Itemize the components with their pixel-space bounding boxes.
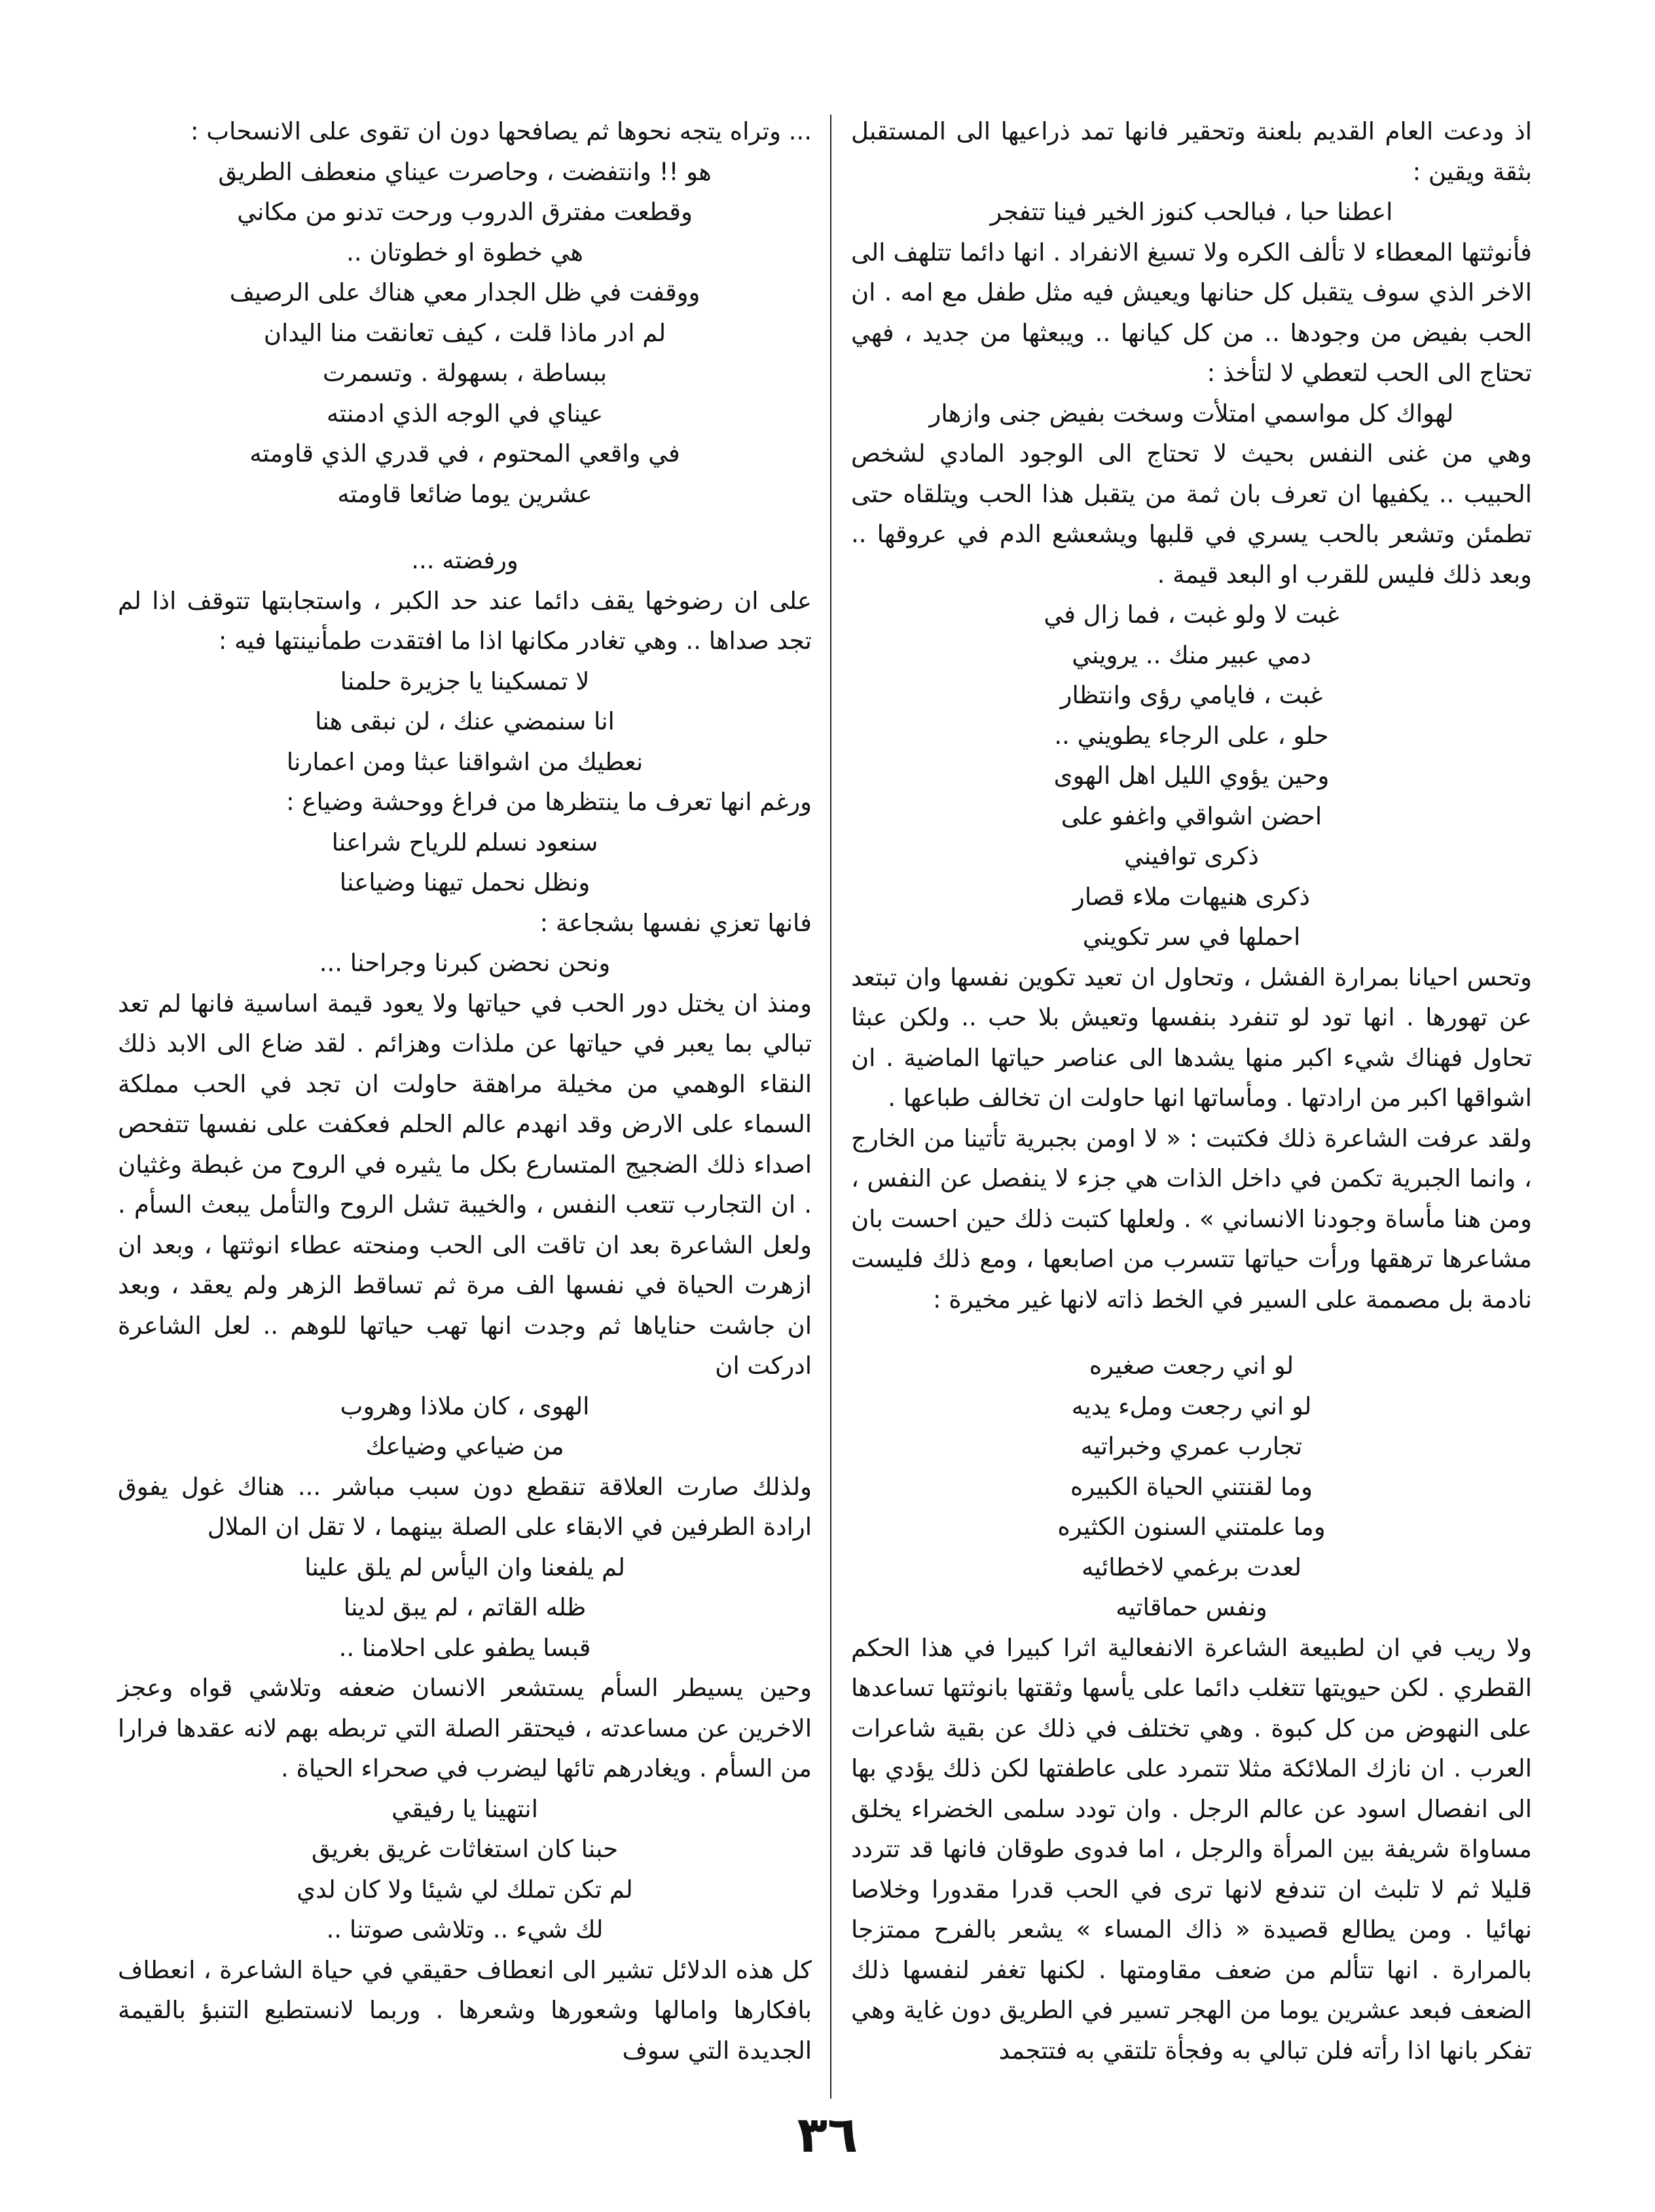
paragraph: ولذلك صارت العلاقة تنقطع دون سبب مباشر ... هناك غول يفوق ارادة الطرفين في الابقاء على الصلة بينهما ، لا تقل ان الملال <box>118 1472 812 1541</box>
paragraph: ومنذ ان يختل دور الحب في حياتها ولا يعود قيمة اساسية فانها لم تعد تبالي بما يعبر في حياتها عن ملذات وهزائم . لقد ضاع الى الابد ذلك النقاء الوهمي من مخيلة مراهقة حاولت ان تجد في الحب مملكة السماء على الارض وقد انهدم عالم الحلم فعكفت على نفسها تتفحص اصداء ذلك الضجيج المتسارع بكل ما يثيره في الروح من غبطة وغثيان . ان التجارب تتعب النفس ، والخيبة تشل الروح والتأمل يبعث السأم . ولعل الشاعرة بعد ان تاقت الى الحب ومنحته عطاء انوثتها ، وبعد ان ازهرت الحياة في نفسها الف مرة ثم تساقط الزهر ولم يعقد ، وبعد ان جاشت حناياها ثم وجدت انها تهب حياتها للوهم .. لعل الشاعرة ادركت ان <box>118 989 812 1380</box>
verse-line: حبنا كان استغاثات غريق بغريق <box>311 1835 619 1863</box>
verse-line: دمي عبير منك .. يرويني <box>1072 640 1311 669</box>
verse-line: ذكرى توافيني <box>1124 842 1259 870</box>
verse-line: غبت لا ولو غبت ، فما زال في <box>1044 600 1339 629</box>
paragraph: وتحس احيانا بمرارة الفشل ، وتحاول ان تعيد تكوين نفسها وان تبتعد عن تهورها . انها تود لو تنفرد بنفسها وتعيش بلا حب .. ولكن عبثا تحاول فهناك شيء اكبر منها يشدها الى عناصر حياتها الماضية . ان اشواقها اكبر من ارادتها . ومأساتها انها حاولت ان تخالف طباعها . <box>851 963 1532 1112</box>
paragraph: ورغم انها تعرف ما ينتظرها من فراغ ووحشة وضياع : <box>286 788 812 816</box>
spacer <box>118 514 812 540</box>
verse-line: اعطنا حبا ، فبالحب كنوز الخير فينا تتفجر <box>990 198 1393 226</box>
verse-line: من ضياعي وضياعك <box>365 1432 564 1460</box>
verse-line: لعدت برغمي لاخطائيه <box>1081 1553 1302 1581</box>
verse-line: لك شيء .. وتلاشى صوتنا .. <box>326 1915 604 1944</box>
verse-line: عشرين يوما ضائعا قاومته <box>337 479 592 508</box>
verse-line: لهواك كل مواسمي امتلأت وسخت بفيض جنى وازهار <box>929 399 1454 428</box>
paragraph: على ان رضوخها يقف دائما عند حد الكبر ، واستجابتها تتوقف اذا لم تجد صداها .. وهي تغادر مكانها اذا ما افتقدت طمأنينتها فيه : <box>118 586 812 655</box>
left-text-column <box>118 111 812 2109</box>
column-divider <box>830 115 831 2099</box>
verse-line: انتهينا يا رفيقي <box>391 1794 538 1823</box>
verse-line: في واقعي المحتوم ، في قدري الذي قاومته <box>249 439 680 468</box>
verse-line: لا تمسكينا يا جزيرة حلمنا <box>340 667 590 695</box>
verse-line: لم ادر ماذا قلت ، كيف تعانقت منا اليدان <box>263 318 666 347</box>
verse-line: ونفس حماقاتيه <box>1116 1593 1267 1621</box>
verse-line: وما لقنتني الحياة الكبيره <box>1070 1472 1313 1501</box>
verse-line: ببساطة ، بسهولة . وتسمرت <box>322 359 608 387</box>
verse-line: ورفضته ... <box>411 546 518 574</box>
verse-line: الهوى ، كان ملاذا وهروب <box>340 1392 590 1420</box>
paragraph: وهي من غنى النفس بحيث لا تحتاج الى الوجود المادي لشخص الحبيب .. يكفيها ان تعرف بان ثمة من يتقبل هذا الحب ويتلقاه حتى تطمئن وتشعر بالحب يسري في قلبها ويشعشع الدم في عروقها .. وبعد ذلك فليس للقرب او البعد قيمة . <box>851 439 1532 589</box>
verse-line: هي خطوة او خطوتان .. <box>346 238 583 267</box>
paragraph: فأنوثتها المعطاء لا تألف الكره ولا تسيغ الانفراد . انها دائما تتلهف الى الاخر الذي سوف يتقبل كل حنانها ويعيش فيه مثل طفل مع امه . ان الحب بفيض من وجودها .. من كل كيانها .. ويبعثها من جديد ، فهي تحتاج الى الحب لتعطي لا لتأخذ : <box>851 238 1532 387</box>
verse-line: هو !! وانتفضت ، وحاصرت عيناي منعطف الطريق <box>218 157 712 186</box>
verse-line: ظله القاتم ، لم يبق لدينا <box>343 1593 587 1621</box>
verse-line: انا سنمضي عنك ، لن نبقى هنا <box>315 707 615 735</box>
verse-line: ونظل نحمل تيهنا وضياعنا <box>339 868 591 896</box>
verse-line: سنعود نسلم للرياح شراعنا <box>331 828 598 857</box>
verse-line: ذكرى هنيهات ملاء قصار <box>1073 882 1310 911</box>
paragraph: ولا ريب في ان لطبيعة الشاعرة الانفعالية اثرا كبيرا في هذا الحكم القطري . لكن حيويتها تتغلب دائما على يأسها وثقتها بانوثتها تساعدها على النهوض من كل كبوة . وهي تختلف في ذلك عن بقية شاعرات العرب . ان نازك الملائكة مثلا تتمرد على عاطفتها لكن ذلك يؤدي بها الى انفصال اسود عن عالم الرجل . وان تودد سلمى الخضراء يخلق مساواة شريفة بين المرأة والرجل ، اما فدوى طوقان فانها قد تتردد قليلا ثم لا تلبث ان تندفع لانها ترى في الحب قدرا مقدورا وخلاصا نهائيا . ومن يطالع قصيدة « ذاك المساء » يشعر بالفرح ممتزجا بالمرارة . انها تتألم من ضعف مقاومتها . لكنها تغفر لنفسها ذلك الضعف فبعد عشرين يوما من الهجر تسير في الطريق دون غاية وهي تفكر بانها اذا رأته فلن تبالي به وفجأة تلتقي به فتتجمد <box>851 1633 1532 2065</box>
verse-line: لم تكن تملك لي شيئا ولا كان لدي <box>297 1875 633 1904</box>
verse-line: وما علمتني السنون الكثيره <box>1057 1513 1326 1541</box>
right-text-column <box>851 111 1532 2109</box>
paragraph: كل هذه الدلائل تشير الى انعطاف حقيقي في حياة الشاعرة ، انعطاف بافكارها وامالها وشعورها وشعرها . وربما لانستطيع التنبؤ بالقيمة الجديدة التي سوف <box>118 1955 812 2065</box>
verse-line: قبسا يطفو على احلامنا .. <box>338 1633 591 1662</box>
verse-line: لم يلفعنا وان اليأس لم يلق علينا <box>304 1553 625 1581</box>
verse-line: ونحن نحضن كبرنا وجراحنا ... <box>319 949 611 977</box>
verse-line: احضن اشواقي واغفو على <box>1061 802 1322 830</box>
verse-line: نعطيك من اشواقنا عبثا ومن اعمارنا <box>286 747 644 776</box>
paragraph: فانها تعزي نفسها بشجاعة : <box>539 908 812 937</box>
paragraph: ... وتراه يتجه نحوها ثم يصافحها دون ان تقوى على الانسحاب : <box>190 117 812 145</box>
paragraph: وحين يسيطر السأم يستشعر الانسان ضعفه وتلاشي قواه وعجز الاخرين عن مساعدته ، فيحتقر الصلة التي تربطه بهم لانه عقدها فرارا من السأم . ويغادرهم تائها ليضرب في صحراء الحياة . <box>118 1674 812 1782</box>
paragraph: ولقد عرفت الشاعرة ذلك فكتبت : « لا اومن بجبرية تأتينا من الخارج ، وانما الجبرية تكمن في داخل الذات هي جزء لا ينفصل عن النفس ، ومن هنا مأساة وجودنا الانساني » . ولعلها كتبت ذلك حين احست بان مشاعرها ترهقها ورأت حياتها تتسرب من اصابعها ، ومع ذلك فليست نادمة بل مصممة على السير في الخط ذاته لانها غير مخيرة : <box>851 1124 1532 1314</box>
verse-line: احملها في سر تكويني <box>1082 923 1301 951</box>
verse-line: وحين يؤوي الليل اهل الهوى <box>1053 762 1330 790</box>
verse-line: وقطعت مفترق الدروب ورحت تدنو من مكاني <box>237 198 693 226</box>
page-number: ٣٦ <box>797 2105 858 2164</box>
verse-line: عيناي في الوجه الذي ادمنته <box>326 399 604 428</box>
paragraph: اذ ودعت العام القديم بلعنة وتحقير فانها تمد ذراعيها الى المستقبل بثقة ويقين : <box>851 117 1532 186</box>
verse-line: ووقفت في ظل الجدار معي هناك على الرصيف <box>229 278 700 306</box>
verse-line: تجارب عمري وخبراتيه <box>1080 1432 1303 1460</box>
verse-line: لو اني رجعت وملء يديه <box>1071 1392 1312 1420</box>
verse-line: غبت ، فايامي رؤى وانتظار <box>1060 681 1323 709</box>
verse-line: حلو ، على الرجاء يطويني .. <box>1054 721 1329 750</box>
spacer <box>851 1319 1532 1346</box>
verse-line: لو اني رجعت صغيره <box>1089 1352 1294 1380</box>
